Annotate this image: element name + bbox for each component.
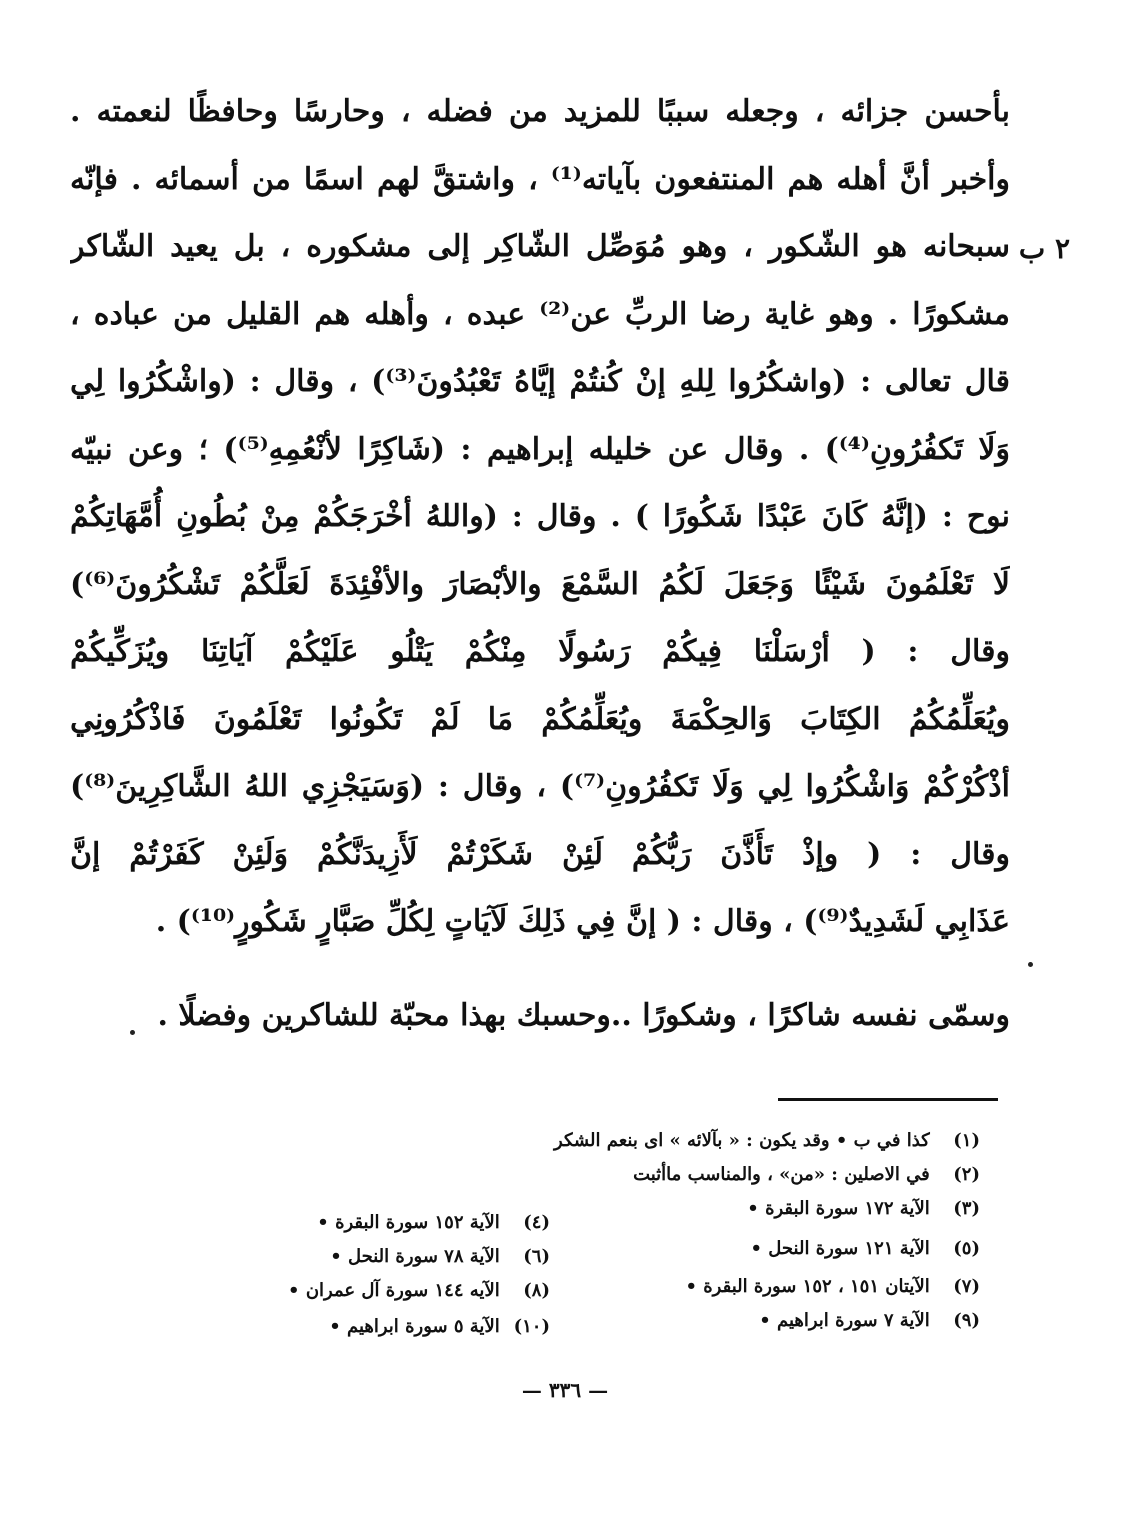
footnote-number: (٥) <box>953 1238 980 1259</box>
body-line-9: وقال : ( أرْسَلْنَا فِيكُمْ رَسُولًا مِنْكُمْ يَتْلُو عَلَيْكُمْ آيَاتِنَا ويُزَكِّيكُمْ <box>70 634 1010 669</box>
footnote-number: (٤) <box>523 1212 550 1233</box>
page-number: — ٣٣٦ — <box>521 1378 609 1402</box>
footnote-text: الآيه ١٤٤ سورة آل عمران • <box>288 1280 500 1301</box>
footnote-text: الآية ٧ سورة ابراهيم • <box>759 1310 930 1331</box>
footnote-10 <box>180 1316 550 1337</box>
body-text <box>70 78 1010 1049</box>
footnote-number: (٦) <box>523 1246 550 1267</box>
footnote-text: الآيتان ١٥١ ، ١٥٢ سورة البقرة • <box>685 1276 930 1297</box>
footnote-text: الآية ٧٨ سورة النحل • <box>330 1246 500 1267</box>
footnote-text: الآية ١٢١ سورة النحل • <box>750 1238 930 1259</box>
body-line-7: نوح : (إنَّهُ كَانَ عَبْدًا شَكُورًا ) . وقال : (واللهُ أخْرَجَكُمْ مِنْ بُطُونِ أُمَّهَاتِكُمْ <box>70 499 1010 534</box>
footnote-number: (١) <box>953 1130 980 1151</box>
footnote-text: في الاصلين : «من» ، والمناسب ماأثبت <box>633 1164 930 1185</box>
body-line-12: وقال : ( وإذْ تَأَذَّنَ رَبُّكُمْ لَئِنْ شَكَرْتُمْ لَأَزِيدَنَّكُمْ وَلَئِنْ كَفَرْتُمْ إنَّ <box>70 836 1010 872</box>
footnote-2 <box>180 1164 980 1185</box>
footnote-number: (٨) <box>523 1280 550 1301</box>
footnote-8 <box>180 1280 550 1301</box>
body-line-10: ويُعَلِّمُكُمُ الكِتَابَ وَالحِكْمَةَ ويُعَلِّمُكُمْ مَا لَمْ تَكُونُوا تَعْلَمُونَ فَاذْكُرُونِي <box>70 701 1010 737</box>
body-line-4: مشكورًا . وهو غاية رضا الربِّ عن⁽²⁾ عبده ، وأهله هم القليل من عباده ، <box>70 296 1010 332</box>
footnote-6 <box>180 1246 550 1267</box>
footnote-divider <box>778 1098 998 1101</box>
body-line-2: وأخبر أنَّ أهله هم المنتفعون بآياته⁽¹⁾ ، واشتقَّ لهم اسمًا من أسمائه . فإنّه <box>70 161 1010 197</box>
footnote-3 <box>610 1198 980 1219</box>
footnote-number: (٩) <box>953 1310 980 1331</box>
footnote-text: كذا في ب • وقد يكون : « بآلائه » اى بنعم الشكر <box>554 1130 930 1151</box>
body-line-8: لَا تَعْلَمُونَ شَيْئًا وَجَعَلَ لَكُمُ السَّمْعَ والأبْصَارَ والأفْئِدَةَ لَعَلَّكُمْ تَشْكُرُونَ⁽⁶⁾) <box>70 566 1010 602</box>
footnote-number: (٢) <box>953 1164 980 1185</box>
footnote-text: الآية ٥ سورة ابراهيم • <box>329 1316 500 1337</box>
footnote-9 <box>610 1310 980 1331</box>
footnote-number: (٧) <box>953 1276 980 1297</box>
body-line-6: وَلَا تَكفُرُونِ⁽⁴⁾) . وقال عن خليله إبراهيم : (شَاكِرًا لأنْعُمِهِ⁽⁵⁾) ؛ وعن نبيّه <box>70 431 1010 467</box>
closing-line: وسمّى نفسه شاكرًا ، وشكورًا ..وحسبك بهذا محبّة للشاكرين وفضلًا . <box>157 997 1010 1033</box>
footnote-text: الآية ١٥٢ سورة البقرة • <box>317 1212 500 1233</box>
footnote-1 <box>180 1130 980 1151</box>
body-line-11: أذْكُرْكُمْ وَاشْكُرُوا لِي وَلَا تَكفُرُونِ⁽⁷⁾) ، وقال : (وَسَيَجْزِي اللهُ الشَّاكِرِينَ⁽⁸⁾) <box>70 769 1010 804</box>
footnote-number: (١٠) <box>513 1316 550 1337</box>
body-line-3: سبحانه هو الشّكور ، وهو مُوَصِّل الشّاكِر إلى مشكوره ، بل يعيد الشّاكر <box>70 229 1010 264</box>
footnote-4 <box>180 1212 550 1233</box>
body-line-1: بأحسن جزائه ، وجعله سببًا للمزيد من فضله ، وحارسًا وحافظًا لنعمته . <box>70 94 1010 129</box>
scan-speck <box>130 1030 135 1035</box>
body-line-13: عَذَابِي لَشَدِيدٌ⁽⁹⁾) ، وقال : ( إنَّ فِي ذَلِكَ لَآيَاتٍ لِكُلِّ صَبَّارٍ شَكُورٍ⁽¹⁰⁾) . <box>155 904 1010 939</box>
body-line-5: قال تعالى : (واشكُرُوا لِلهِ إنْ كُنتُمْ إيَّاهُ تَعْبُدُونَ⁽³⁾) ، وقال : (واشْكُرُوا لِي <box>70 364 1010 399</box>
scan-speck <box>1028 962 1033 967</box>
footnote-text: الآية ١٧٢ سورة البقرة • <box>747 1198 930 1219</box>
footnote-7 <box>610 1276 980 1297</box>
footnote-number: (٣) <box>953 1198 980 1219</box>
footnote-5 <box>610 1238 980 1259</box>
margin-manuscript-note: ٢ ب <box>1018 232 1070 265</box>
